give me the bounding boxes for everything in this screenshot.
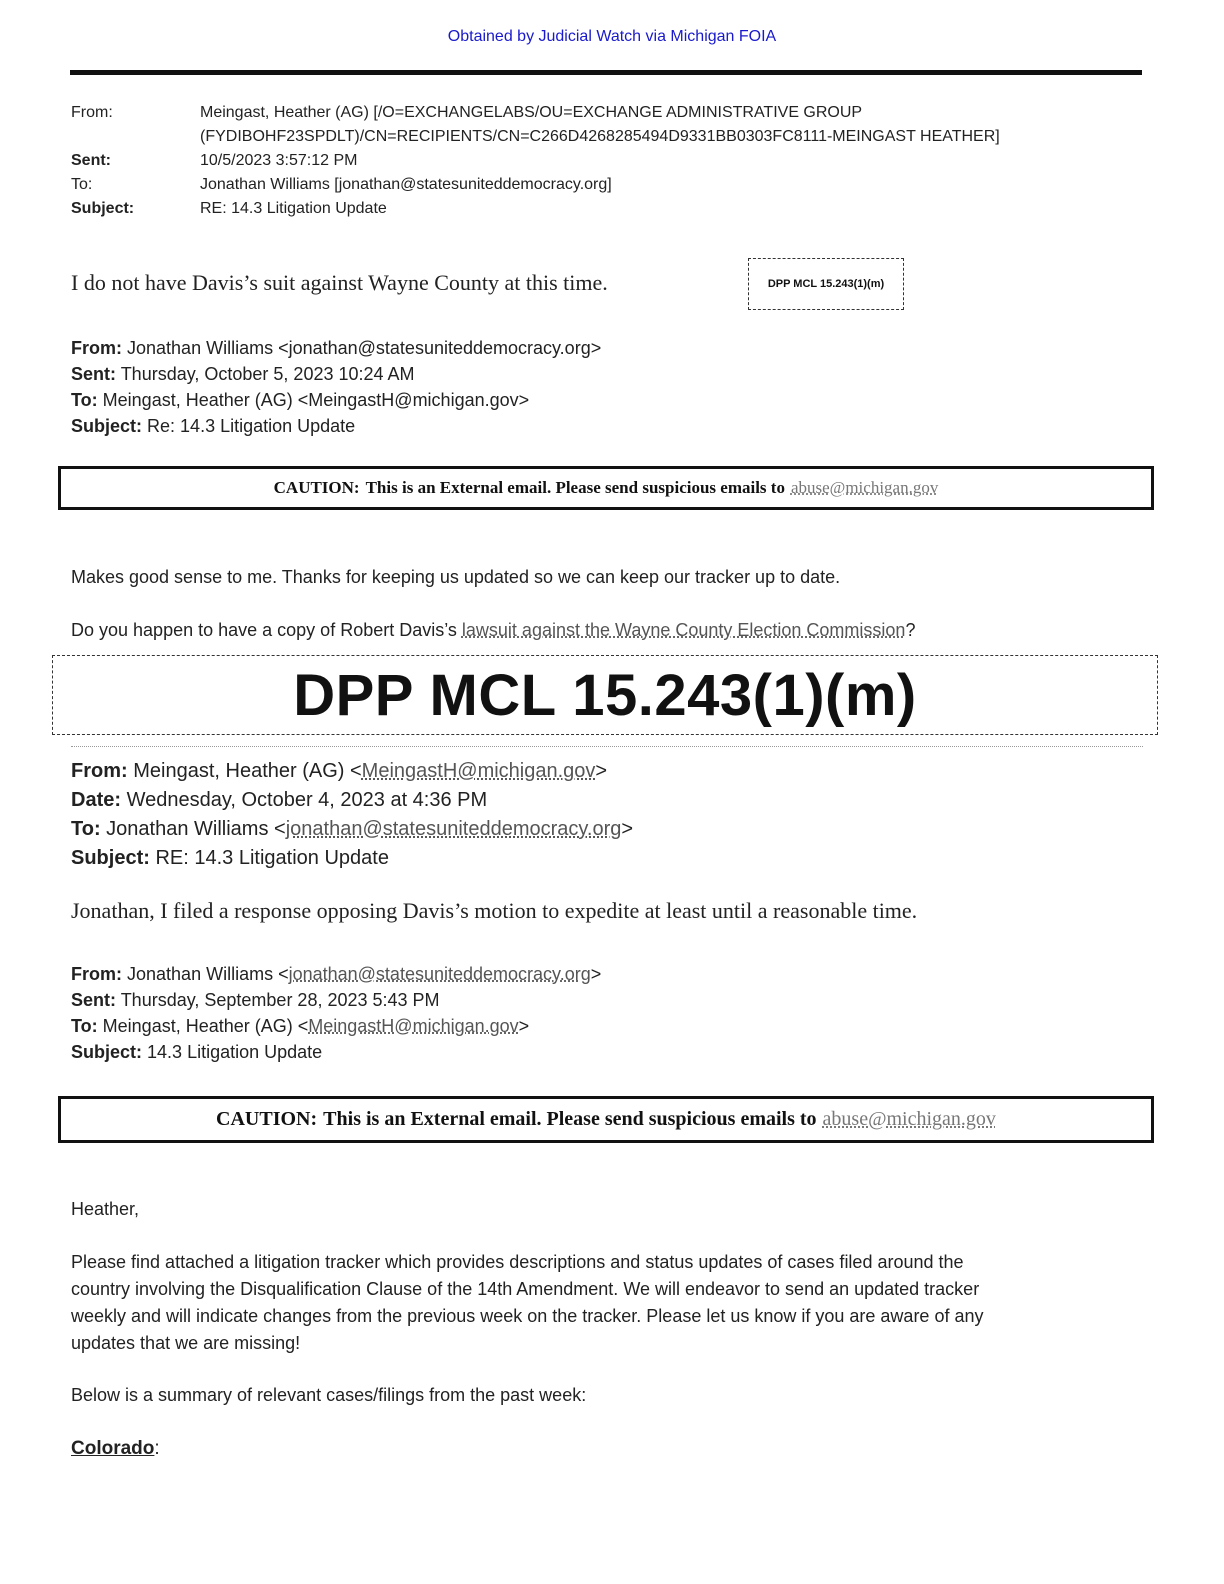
quoted3-from-email-link[interactable]: jonathan@statesuniteddemocracy.org xyxy=(288,964,591,984)
section-colorado-colon: : xyxy=(154,1438,160,1459)
quoted3-from-name: Jonathan Williams < xyxy=(127,964,289,984)
message2-line2 xyxy=(71,617,1131,644)
quoted2-from-close: > xyxy=(595,760,608,782)
quoted3-sent-row xyxy=(71,987,440,1013)
section-colorado xyxy=(71,1435,1131,1462)
caution-banner-2 xyxy=(58,1096,1154,1143)
section-colorado-heading: Colorado xyxy=(71,1438,155,1459)
quoted2-subject-row xyxy=(71,844,389,873)
quote-divider xyxy=(71,746,1143,747)
quoted2-from-label: From: xyxy=(71,760,128,782)
message2-line2-after: ? xyxy=(905,620,916,640)
quoted2-from-email-link[interactable]: MeingastH@michigan.gov xyxy=(361,760,596,782)
quoted2-subject-value: RE: 14.3 Litigation Update xyxy=(155,847,389,869)
quoted1-from-value: Jonathan Williams <jonathan@statesuniteddemocracy.org> xyxy=(127,338,602,358)
caution1-text: This is an External email. Please send suspicious emails to xyxy=(365,478,785,497)
quoted3-to-name: Meingast, Heather (AG) < xyxy=(102,1016,309,1036)
quoted3-sent-label: Sent: xyxy=(71,990,116,1010)
header-divider xyxy=(70,70,1142,75)
quoted2-date-row xyxy=(71,786,487,815)
quoted1-to-value: Meingast, Heather (AG) <MeingastH@michigan.gov> xyxy=(102,390,530,410)
caution2-email-link[interactable]: abuse@michigan.gov xyxy=(822,1108,996,1130)
caution1-label: CAUTION: xyxy=(273,478,360,497)
reply-text-2: Jonathan, I filed a response opposing Davis’s motion to expedite at least until a reasonable time. xyxy=(71,898,918,923)
quoted3-subject-value: 14.3 Litigation Update xyxy=(147,1042,323,1062)
quoted2-to-name: Jonathan Williams < xyxy=(106,818,286,840)
reply-text-1: I do not have Davis’s suit against Wayne County at this time. xyxy=(71,270,608,295)
quoted1-sent-row xyxy=(71,361,415,387)
quoted2-from-row xyxy=(71,757,607,786)
caution2-text: This is an External email. Please send suspicious emails to xyxy=(323,1108,817,1130)
quoted3-from-label: From: xyxy=(71,964,122,984)
quoted2-subject-label: Subject: xyxy=(71,847,150,869)
quoted3-subject-row xyxy=(71,1039,322,1065)
quoted1-subject-value: Re: 14.3 Litigation Update xyxy=(147,416,356,436)
quoted3-to-row xyxy=(71,1013,529,1039)
caution1-email-link[interactable]: abuse@michigan.gov xyxy=(790,478,939,497)
quoted1-from-row xyxy=(71,335,601,361)
quoted1-sent-value: Thursday, October 5, 2023 10:24 AM xyxy=(120,364,415,384)
message2-line2-before: Do you happen to have a copy of Robert Davis’s xyxy=(71,620,462,640)
message3-para1-line2: country involving the Disqualification Clause of the 14th Amendment. We will endeavor to send an updated tracker xyxy=(71,1279,980,1299)
quoted1-from-label: From: xyxy=(71,338,122,358)
quoted3-sent-value: Thursday, September 28, 2023 5:43 PM xyxy=(120,990,440,1010)
quoted2-to-label: To: xyxy=(71,818,101,840)
header-from-label: From: xyxy=(71,104,113,121)
quoted3-to-email-link[interactable]: MeingastH@michigan.gov xyxy=(308,1016,519,1036)
header-from-value: Meingast, Heather (AG) [/O=EXCHANGELABS/OU=EXCHANGE ADMINISTRATIVE GROUP xyxy=(200,104,863,121)
message3-greeting: Heather, xyxy=(71,1199,140,1219)
message3-para1-line3: weekly and will indicate changes from the previous week on the tracker. Please let us know if you are aware of any xyxy=(71,1306,984,1326)
redaction-box-small: DPP MCL 15.243(1)(m) xyxy=(748,258,904,310)
quoted1-subject-label: Subject: xyxy=(71,416,143,436)
quoted3-to-label: To: xyxy=(71,1016,98,1036)
caution2-label: CAUTION: xyxy=(216,1108,318,1130)
quoted3-from-close: > xyxy=(590,964,602,984)
message3-para1-line1: Please find attached a litigation tracker which provides descriptions and status updates of cases filed around the xyxy=(71,1252,964,1272)
message2-line1: Makes good sense to me. Thanks for keeping us updated so we can keep our tracker up to date. xyxy=(71,567,841,587)
quoted2-date-label: Date: xyxy=(71,789,122,811)
quoted3-to-close: > xyxy=(518,1016,530,1036)
quoted1-to-label: To: xyxy=(71,390,98,410)
lawsuit-link[interactable]: lawsuit against the Wayne County Election Commission xyxy=(461,620,906,640)
quoted1-subject-row xyxy=(71,413,355,439)
quoted2-to-email-link[interactable]: jonathan@statesuniteddemocracy.org xyxy=(285,818,622,840)
quoted2-to-row xyxy=(71,815,633,844)
header-from-value-cont: (FYDIBOHF23SPDLT)/CN=RECIPIENTS/CN=C266D4268285494D9331BB0303FC8111-MEINGAST HEATHER] xyxy=(200,128,1000,145)
quoted1-sent-label: Sent: xyxy=(71,364,116,384)
quoted1-to-row xyxy=(71,387,529,413)
quoted2-to-close: > xyxy=(621,818,634,840)
header-sent-value: 10/5/2023 3:57:12 PM xyxy=(200,152,358,169)
quoted3-subject-label: Subject: xyxy=(71,1042,143,1062)
foia-watermark: Obtained by Judicial Watch via Michigan FOIA xyxy=(447,28,777,45)
quoted2-from-name: Meingast, Heather (AG) < xyxy=(133,760,362,782)
header-to-value: Jonathan Williams [jonathan@statesuniteddemocracy.org] xyxy=(200,176,612,193)
message3-para2: Below is a summary of relevant cases/filings from the past week: xyxy=(71,1385,587,1405)
header-subject-label: Subject: xyxy=(71,200,135,217)
header-sent-label: Sent: xyxy=(71,152,111,169)
header-subject-value: RE: 14.3 Litigation Update xyxy=(200,200,387,217)
caution-banner-1 xyxy=(58,466,1154,510)
header-to-label: To: xyxy=(71,176,93,193)
message3-para1-line4: updates that we are missing! xyxy=(71,1333,301,1353)
quoted3-from-row xyxy=(71,961,601,987)
quoted2-date-value: Wednesday, October 4, 2023 at 4:36 PM xyxy=(126,789,488,811)
redaction-box-large: DPP MCL 15.243(1)(m) xyxy=(52,655,1158,735)
